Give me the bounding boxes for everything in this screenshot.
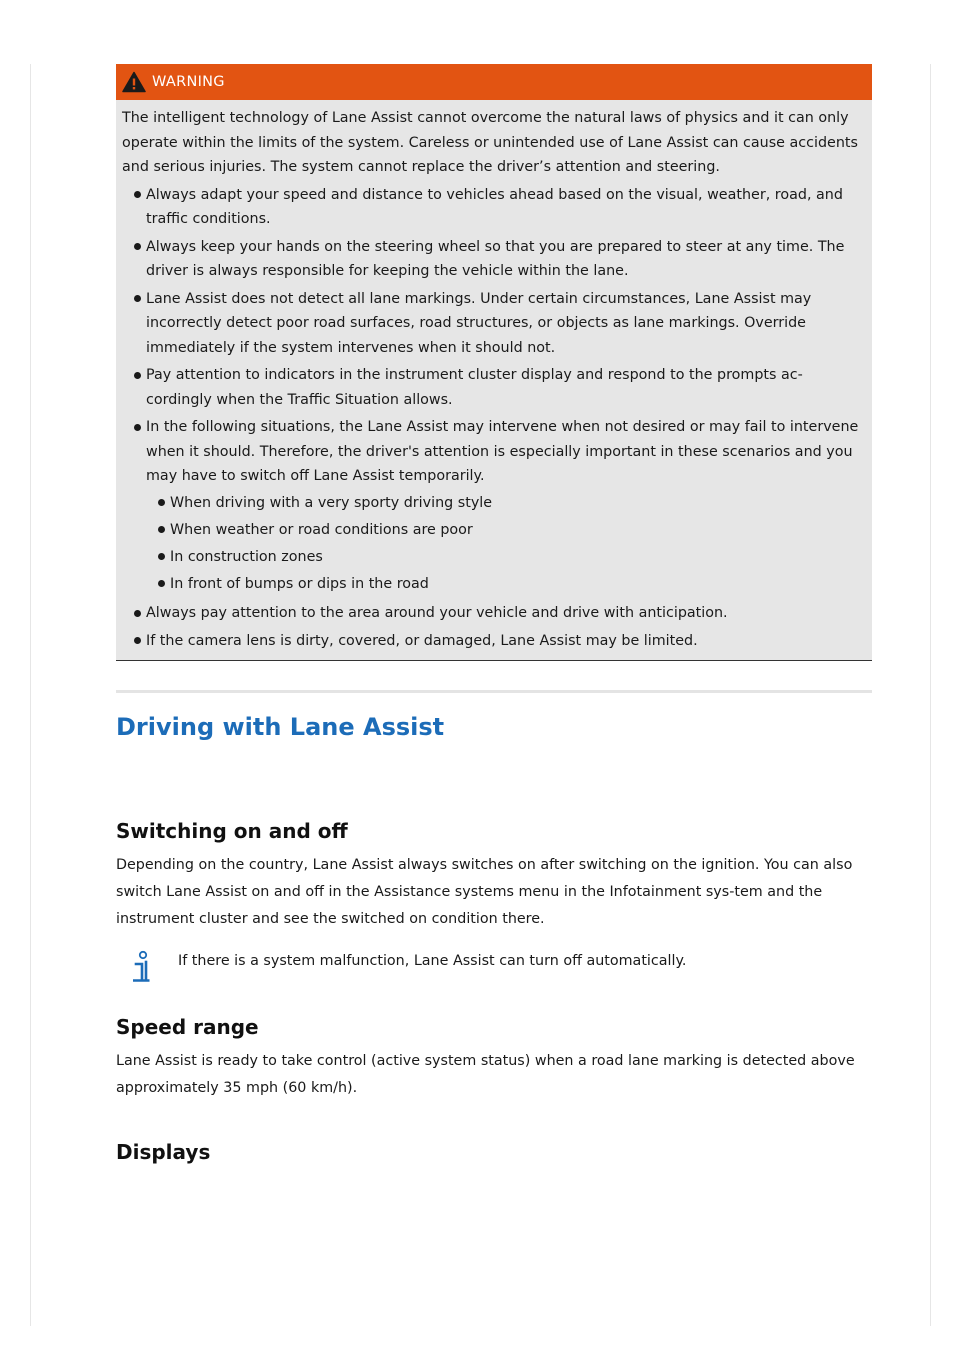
warning-bullet: Always adapt your speed and distance to vehicles ahead based on the visual, weather, road, and traffic conditions. <box>122 183 866 232</box>
info-note-text: If there is a system malfunction, Lane Assist can turn off automatically. <box>178 953 687 969</box>
warning-bullet-with-sublist <box>122 415 866 596</box>
warning-intro: The intelligent technology of Lane Assist cannot overcome the natural laws of physics and it can only operate within the limits of the system. Careless or unintended use of Lane Assist can cause accidents and serious injuries. The system cannot replace the driver’s attention and steering. <box>122 110 858 175</box>
warning-sub-bullet: When weather or road conditions are poor <box>146 518 866 543</box>
heading-speed-range: Speed range <box>116 1015 259 1039</box>
warning-bullet-list <box>122 183 866 654</box>
warning-bullet: Pay attention to indicators in the instrument cluster display and respond to the prompts ac-cordingly when the Traffic Situation allows. <box>122 363 866 412</box>
warning-sub-bullet: In front of bumps or dips in the road <box>146 572 866 597</box>
warning-body <box>116 100 872 660</box>
info-note <box>116 950 872 984</box>
warning-header <box>116 64 872 100</box>
warning-triangle-icon <box>122 71 146 93</box>
warning-box <box>116 64 872 661</box>
warning-bullet: Lane Assist does not detect all lane markings. Under certain circumstances, Lane Assist may incorrectly detect poor road surfaces, road structures, or objects as lane markings. Override immediately if the system intervenes when it should not. <box>122 287 866 361</box>
paragraph-speed-range: Lane Assist is ready to take control (active system status) when a road lane marking is detected above approximately 35 mph (60 km/h). <box>116 1053 855 1096</box>
warning-bullet: Always pay attention to the area around your vehicle and drive with anticipation. <box>122 601 866 626</box>
warning-title: WARNING <box>152 74 225 90</box>
chapter-title: Driving with Lane Assist <box>116 713 445 741</box>
warning-sub-bullet: In construction zones <box>146 545 866 570</box>
info-icon <box>130 950 166 984</box>
warning-bullet: Always keep your hands on the steering wheel so that you are prepared to steer at any time. The driver is always responsible for keeping the vehicle within the lane. <box>122 235 866 284</box>
section-divider <box>116 690 872 693</box>
heading-displays: Displays <box>116 1140 211 1164</box>
warning-bullet-text: In the following situations, the Lane Assist may intervene when not desired or may fail to intervene when it should. Therefore, the driver's attention is especially important in these scenarios and you may have to switch off Lane Assist temporarily. <box>146 419 859 484</box>
heading-switching-on-off: Switching on and off <box>116 819 348 843</box>
paragraph-switching-on-off: Depending on the country, Lane Assist always switches on after switching on the ignition. You can also switch Lane Assist on and off in the Assistance systems menu in the Infotainment sys-tem and the instrument cluster and see the switched on condition there. <box>116 857 853 927</box>
page-margin-line-right <box>930 64 931 1326</box>
page-margin-line-left <box>30 64 31 1326</box>
warning-sub-bullet: When driving with a very sporty driving style <box>146 491 866 516</box>
warning-bullet: If the camera lens is dirty, covered, or damaged, Lane Assist may be limited. <box>122 629 866 654</box>
warning-sub-bullet-list <box>146 491 866 597</box>
